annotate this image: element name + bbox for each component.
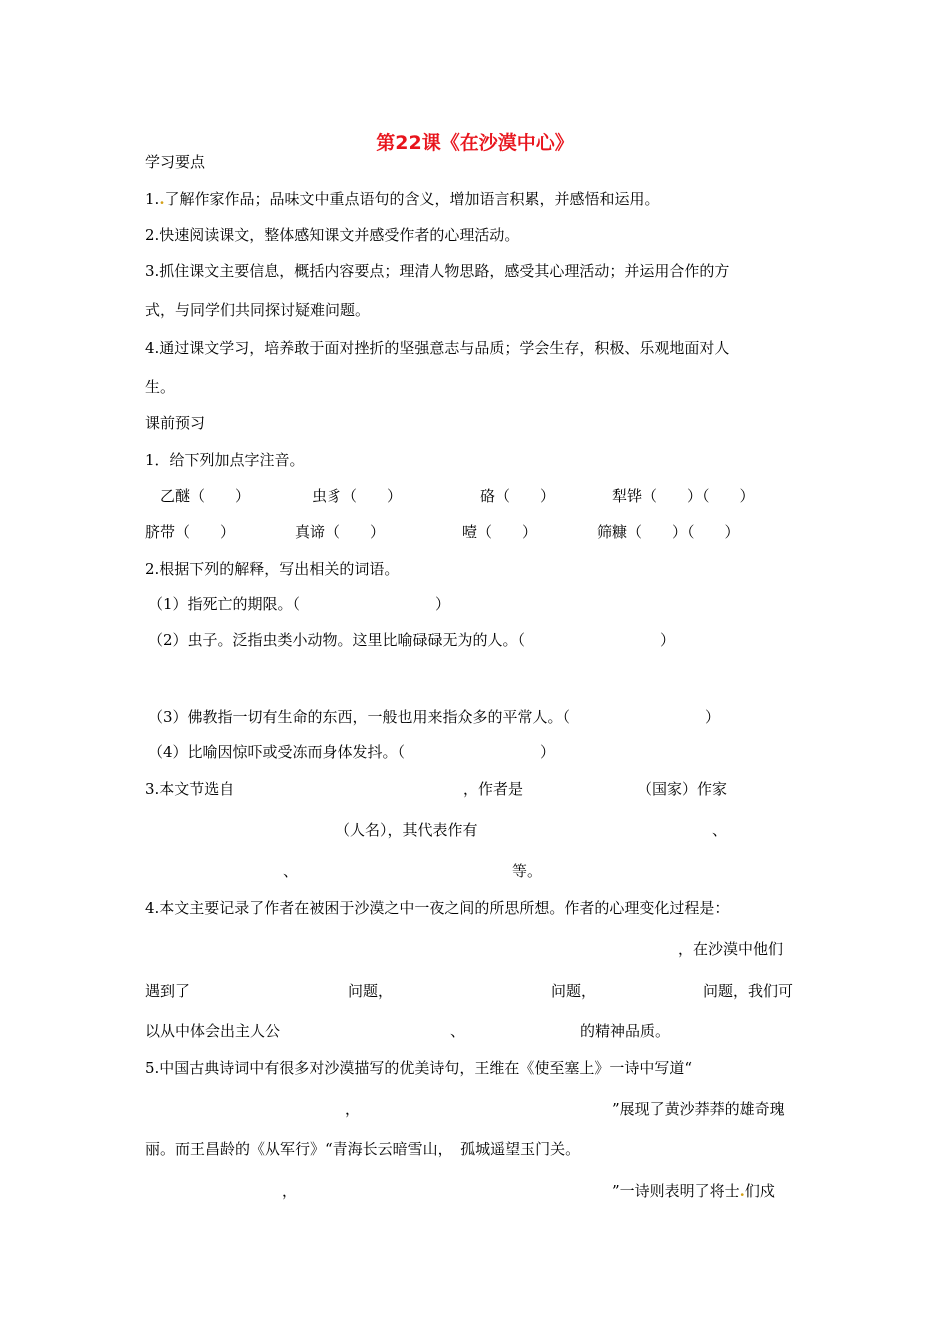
q5-line-text: ”一诗则表明了将士 — [612, 1182, 740, 1200]
dot-mark: . — [739, 1182, 745, 1200]
q2-item: （2）虫子。泛指虫类小动物。这里比喻碌碌无为的人。（ ） — [148, 631, 676, 649]
q5-line: ， — [345, 1100, 361, 1118]
q4-line: 4.本文主要记录了作者在被困于沙漠之中一夜之间的所思所想。作者的心理变化过程是： — [145, 899, 730, 917]
q5-line — [612, 1181, 775, 1201]
page-title: 第22课《在沙漠中心》 — [376, 132, 574, 154]
q5-line: ”展现了黄沙莽莽的雄奇瑰 — [612, 1100, 785, 1118]
pinyin-item: 犁铧（ ）（ ） — [612, 487, 755, 505]
q5-line: ， — [282, 1182, 298, 1200]
q3-part: （人名），其代表作有 — [335, 821, 478, 839]
q3-part: 等。 — [512, 862, 543, 880]
goal-3-line1: 3.抓住课文主要信息，概括内容要点；理清人物思路，感受其心理活动；并运用合作的方 — [145, 262, 730, 280]
q3-part: （国家）作家 — [637, 780, 728, 798]
q2-stem: 2.根据下列的解释，写出相关的词语。 — [145, 560, 400, 578]
q2-item: （4）比喻因惊吓或受冻而身体发抖。（ ） — [148, 743, 556, 761]
pinyin-item: 噎（ ） — [462, 523, 538, 541]
q5-line: 5.中国古典诗词中有很多对沙漠描写的优美诗句，王维在《使至塞上》一诗中写道“ — [145, 1059, 692, 1077]
q1-stem: 1．给下列加点字注音。 — [145, 451, 305, 469]
pinyin-item: 真谛（ ） — [295, 523, 386, 541]
q3-part: 3.本文节选自 — [145, 780, 235, 798]
pinyin-item: 乙醚（ ） — [160, 487, 251, 505]
q4-line: 问题， — [348, 982, 394, 1000]
goal-2: 2.快速阅读课文，整体感知课文并感受作者的心理活动。 — [145, 226, 520, 244]
q4-line: 问题， — [551, 982, 597, 1000]
q5-line: 丽。而王昌龄的《从军行》“青海长云暗雪山， 孤城遥望玉门关。 — [145, 1140, 581, 1158]
pinyin-item: 虫豸（ ） — [312, 487, 403, 505]
pinyin-item: 硌（ ） — [480, 487, 556, 505]
q4-line: 问题，我们可 — [703, 982, 794, 1000]
q4-line: 以从中体会出主人公 — [145, 1022, 281, 1040]
q5-line-end: 们戍 — [744, 1182, 775, 1200]
q3-part: 、 — [712, 821, 728, 839]
goal-1-text: 了解作家作品；品味文中重点语句的含义，增加语言积累，并感悟和运用。 — [164, 190, 660, 208]
goal-4-line1: 4.通过课文学习，培养敢于面对挫折的坚强意志与品质；学会生存，积极、乐观地面对人 — [145, 339, 730, 357]
q4-line: 遇到了 — [145, 982, 191, 1000]
pinyin-item: 筛糠（ ）（ ） — [597, 523, 740, 541]
goal-3-line2: 式，与同学们共同探讨疑难问题。 — [145, 301, 371, 319]
q4-line: 、 — [450, 1022, 466, 1040]
dot-mark: . — [159, 190, 165, 208]
preview-heading: 课前预习 — [145, 414, 206, 432]
q2-item: （3）佛教指一切有生命的东西，一般也用来指众多的平常人。（ ） — [148, 708, 721, 726]
goal-4-line2: 生。 — [145, 378, 176, 396]
goal-1-number: 1. — [145, 190, 160, 208]
q3-part: ，作者是 — [463, 780, 524, 798]
q4-line: ，在沙漠中他们 — [678, 940, 784, 958]
q2-item: （1）指死亡的期限。（ ） — [148, 595, 451, 613]
q4-line: 的精神品质。 — [580, 1022, 671, 1040]
goal-1 — [145, 189, 660, 209]
study-points-heading: 学习要点 — [145, 153, 206, 171]
pinyin-item: 脐带（ ） — [145, 523, 236, 541]
q3-part: 、 — [283, 862, 299, 880]
